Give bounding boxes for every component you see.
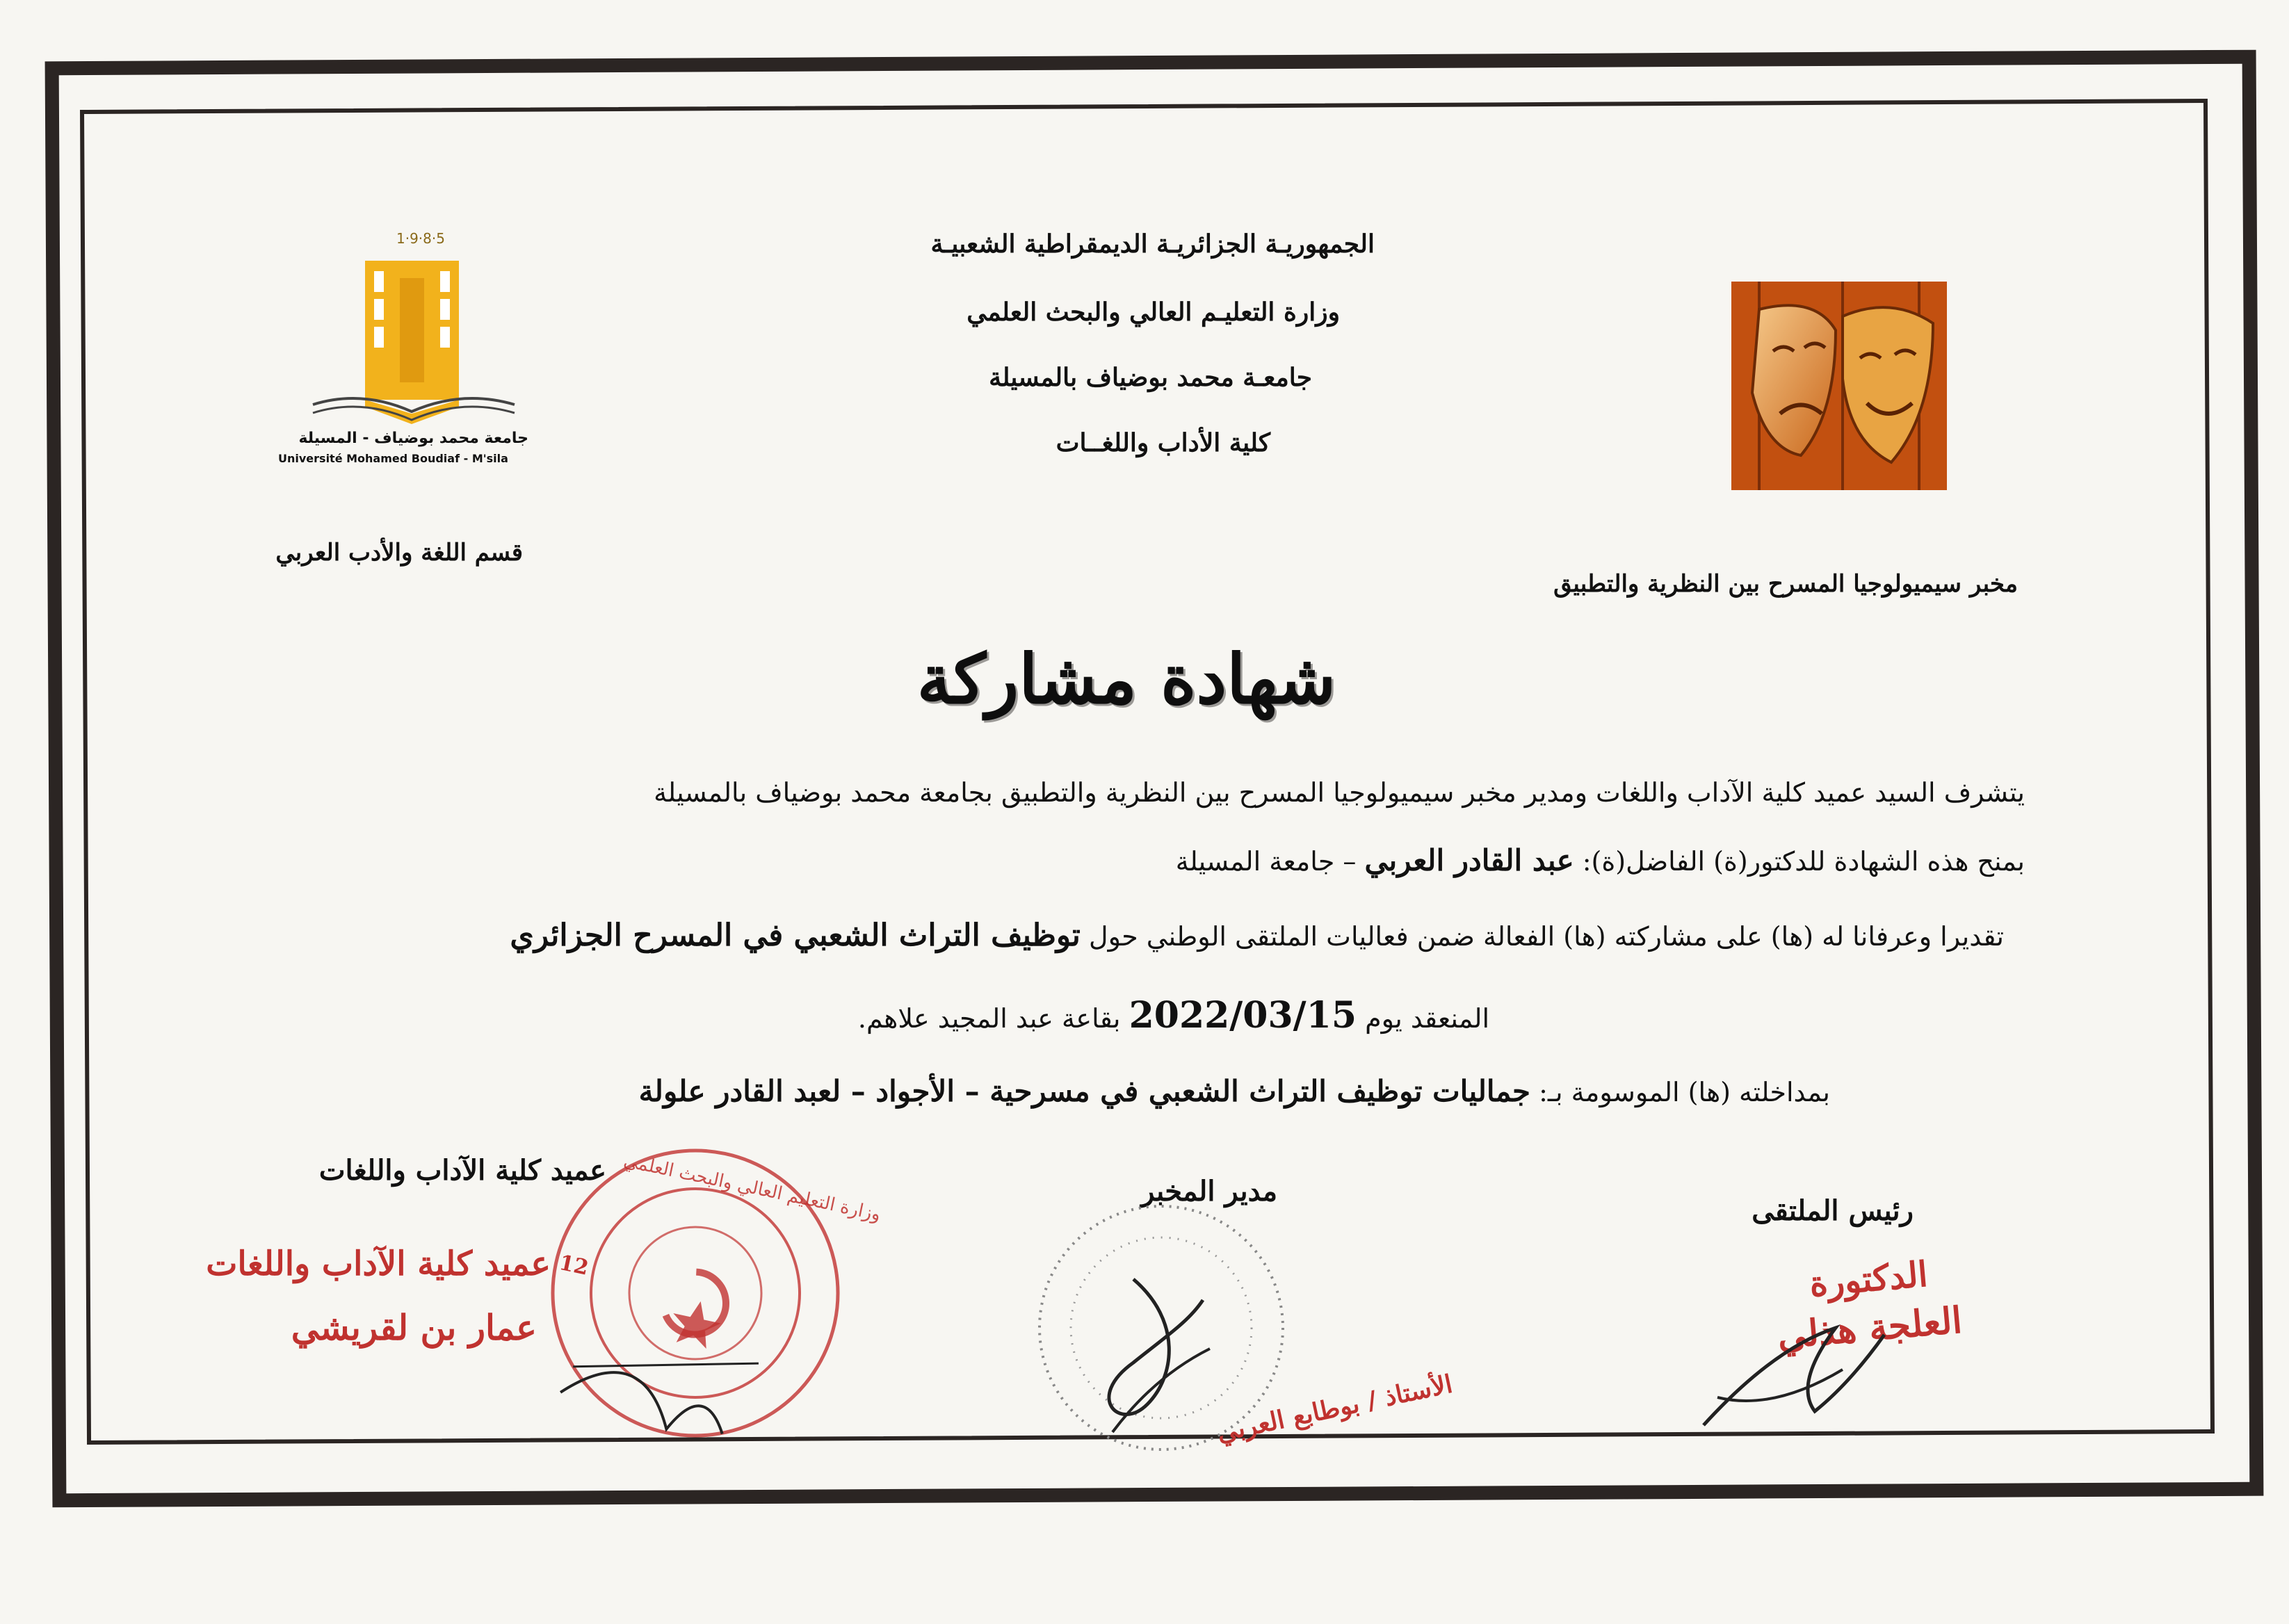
paper-intro: بمداخلته (ها) الموسومة بـ: — [1539, 1077, 1830, 1107]
grant-text: بمنح هذه الشهادة للدكتور(ة) الفاضل(ة): — [1582, 846, 2025, 877]
seal-number: 12 — [557, 1250, 591, 1281]
chair-signature-label: رئيس الملتقى — [1752, 1194, 1914, 1227]
university-name: جامعـة محمد بوضياف بالمسيلة — [989, 363, 1312, 392]
dean-signature-label: عميد كلية الآداب واللغات — [318, 1154, 606, 1187]
logo-name-fr: Université Mohamed Boudiaf - M'sila — [278, 452, 508, 465]
body-line-4 — [858, 994, 1489, 1037]
svg-text:1·9·8·5: 1·9·8·5 — [396, 230, 445, 247]
body-line-3 — [510, 918, 2004, 953]
certificate-title: شهادة مشاركة — [916, 640, 1336, 720]
recipient-affiliation: – جامعة المسيلة — [1175, 846, 1357, 877]
recipient-name: عبد القادر العربي — [1364, 843, 1574, 877]
chair-stamp-name: العلجة هذلي — [1775, 1299, 1964, 1358]
university-logo — [278, 222, 570, 473]
lab-director-stamp-name: الأستاذ / بوطابع العربي — [1214, 1369, 1455, 1448]
lab-name: مخبر سيميولوجيا المسرح بين النظرية والتطبيق — [1553, 570, 2018, 598]
dean-stamp-title: عميد كلية الآداب واللغات — [206, 1244, 551, 1283]
ministry-name: وزارة التعليـم العالي والبحث العلمي — [966, 298, 1340, 327]
seal-text: وزارة التعليم العالي والبحث العلمي — [622, 1150, 883, 1226]
venue-text: بقاعة عبد المجيد علاهم. — [857, 1003, 1121, 1034]
country-name: الجمهوريـة الجزائريـة الديمقراطية الشعبيـة — [930, 229, 1375, 259]
official-seal — [514, 1112, 883, 1475]
department-name: قسم اللغة والأدب العربي — [275, 539, 523, 567]
chair-stamp-title: الدكتورة — [1807, 1253, 1930, 1305]
logo-name-ar: جامعة محمد بوضياف - المسيلة — [298, 430, 528, 447]
faculty-name: كلية الأداب واللغــات — [1055, 428, 1270, 457]
held-on-text: المنعقد يوم — [1365, 1003, 1489, 1034]
paper-title: جماليات توظيف التراث الشعبي في مسرحية – الأجواد – لعبد القادر علولة — [638, 1074, 1530, 1108]
body-line-5 — [639, 1074, 1830, 1108]
chair-signature — [1690, 1307, 1898, 1446]
event-date: 2022/03/15 — [1129, 994, 1357, 1037]
dean-stamp-name: عمار بن لقريشي — [291, 1307, 537, 1348]
theatre-masks-image — [1731, 282, 1947, 490]
body-line-2 — [1176, 843, 2025, 877]
lab-director-signature-label: مدير المخبر — [1141, 1175, 1277, 1208]
body-line-1: يتشرف السيد عميد كلية الآداب واللغات ومدير مخبر سيميولوجيا المسرح بين النظرية والتطبيق بجامعة محمد بوضياف بالمسيلة — [654, 777, 2025, 808]
event-topic: توظيف التراث الشعبي في المسرح الجزائري — [510, 918, 1081, 953]
appreciation-text: تقديرا وعرفانا له (ها) على مشاركته (ها) الفعالة ضمن فعاليات الملتقى الوطني حول — [1089, 921, 2004, 952]
